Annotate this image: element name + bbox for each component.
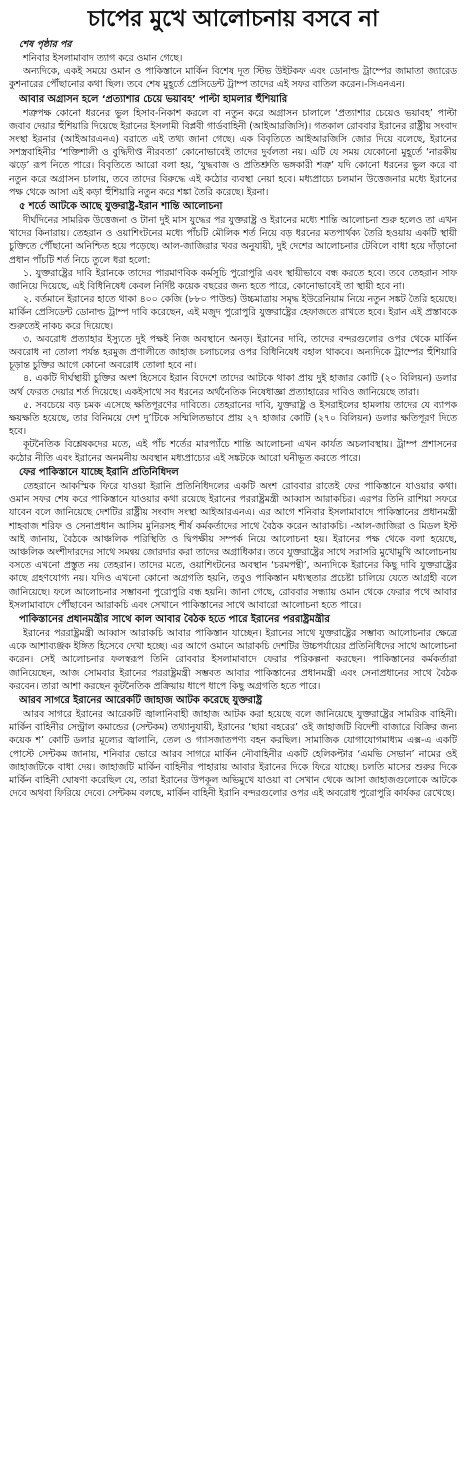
section-heading: আবার অগ্রাসন হলে ‘প্রত্যাশার চেয়ে ভয়াবহ’ পাল্টা হামলার হুঁশিয়ারি <box>19 93 288 105</box>
article-section <box>9 200 457 465</box>
headline: চাপের মুখে আলোচনায় বসবে না <box>87 6 379 32</box>
section-heading: পাকিস্তানের প্রধানমন্ত্রীর সাথে কাল আবার বৈঠক হতে পারে ইরানের পররাষ্ট্রমন্ত্রীর <box>19 613 330 625</box>
intro-paragraph: অন্যদিকে, একই সময়ে ওমান ও পাকিস্তানে মার্কিন বিশেষ দূত স্টিভ উইটকফ এবং ডোনাল্ড ট্রাম্পের জামাতা জ্যারেড কুশনারের পৌঁছানোর কথা ছিল। তবে শেষ মুহূর্তে প্রেসিডেন্ট ট্রাম্প তাদের এই সফর বাতিল করেন।-সিএনএন। <box>9 66 457 91</box>
section-paragraph: ২. বর্তমানে ইরানের হাতে থাকা ৪০০ কেজি (৮৮০ পাউন্ড) উচ্চমাত্রায় সমৃদ্ধ ইউরেনিয়াম নিয়ে নতুন সঙ্কট তৈরি হয়েছে। মার্কিন প্রেসিডেন্ট ডোনাল্ড ট্রাম্প দাবি করেছেন, এই মজুদ পুরোপুরি যুক্তরাষ্ট্রের হেফাজতে রাখতে হবে। ইরান এই প্রস্তাবকে শুরুতেই নাকচ করে দিয়েছে। <box>9 294 457 332</box>
article-section <box>9 613 457 693</box>
section-paragraph: শত্রুপক্ষ কোনো ধরনের ভুল হিসাব-নিকাশ করলে বা নতুন করে অগ্রাসন চালালে ‘প্রত্যাশার চেয়েও ভয়াবহ’ পাল্টা জবাব দেয়ার হুঁশিয়ারি দিয়েছে ইরানের ইসলামী বিপ্লবী গার্ডবাহিনী (আইআরজিসি)। গতকাল রোববার ইরানের রাষ্ট্রীয় সংবাদ সংস্থা ইরনার (আইআরএনএ) বরাতে এই তথ্য জানা গেছে। এক বিবৃতিতে আইআরজিসি জোর দিয়ে বলেছে, ইরানের সশস্ত্রবাহিনীর ‘শক্তিশালী ও বুদ্ধিদীপ্ত নীরবতা’ কোনোভাবেই তাদের দুর্বলতা নয়। এটি যে সময় যেকোনো মুহূর্তে ‘নারকীয় ঝড়ে’ রূপ নিতে পারে। বিবৃতিতে আরো বলা হয়, ‘যুদ্ধবাজ ও প্রতিশ্রুতি ভঙ্গকারী শত্রু’ যদি কোনো ধরনের ভুল করে বা নতুন করে অগ্রাসন চালায়, তবে তাদের বিরুদ্ধে এই কঠোর ব্যবস্থা নেয়া হবে। মধ্যপ্রাচ্যে চলমান উত্তেজনার মধ্যে ইরানের পক্ষ থেকে আসা এই কড়া হুঁশিয়ারি নতুন করে শঙ্কা তৈরি করেছে। ইরনা। <box>9 107 457 198</box>
section-paragraph: দীর্ঘদিনের সামরিক উত্তেজনা ও টানা দুই মাস যুদ্ধের পর যুক্তরাষ্ট্র ও ইরানের মধ্যে শান্তি আলোচনা শুরু হলেও তা এখন খাদের কিনারায়। তেহরান ও ওয়াশিংটনের মধ্যে পাঁচটি মৌলিক শর্ত নিয়ে বড় ধরনের মতপার্থক্য তৈরি হওয়ায় একটি স্থায়ী চুক্তিতে পৌঁছানো অনিশ্চিত হয়ে পড়েছে। আল-জাজিরার খবর অনুযায়ী, দুই দেশের আলোচনার টেবিলে বাধা হয়ে দাঁড়ানো প্রধান পাঁচটি শর্ত নিচে তুলে ধরা হলো: <box>9 215 457 266</box>
continued-from-label: শেষ পৃষ্ঠার পর <box>19 39 72 50</box>
section-paragraph: ৫. সবচেয়ে বড় চমক এসেছে ক্ষতিপূরণের দাবিতে। তেহরানের দাবি, যুক্তরাষ্ট্র ও ইসরাইলের হামলায় তাদের যে ব্যাপক ক্ষয়ক্ষতি হয়েছে, তার বিনিময়ে দেশ দু’টিকে সম্মিলিতভাবে প্রায় ২৭ হাজার কোটি (২৭০ বিলিয়ন) ডলার ক্ষতিপূরণ দিতে হবে। <box>9 399 457 438</box>
section-heading: আরব সাগরে ইরানের আরেকটি জাহাজ আটক করেছে যুক্তরাষ্ট্র <box>19 694 263 706</box>
section-paragraph: আরব সাগরে ইরানের আরেকটি জ্বালানিবাহী জাহাজ আটক করা হয়েছে বলে জানিয়েছে যুক্তরাষ্ট্রের সামরিক বাহিনী। মার্কিন বাহিনীর সেন্ট্রাল কমান্ডের (সেন্টকম) তথ্যানুযায়ী, ইরানের ‘ছায়া বহরের’ ওই জাহাজটি বিদেশী বাজারে বিক্রির জন্য কয়েক শ’ কোটি ডলার মূল্যের জ্বালানি, তেল ও গ্যাসজাতপণ্য বহন করছিল। সামাজিক যোগাযোগমাধ্যম এক্স-এ একটি পোস্টে সেন্টকম জানায়, শনিবার ভোরে আরব সাগরে মার্কিন নৌবাহিনীর একটি হেলিকপ্টার ‘এমভি সেভান’ নামের ওই জাহাজটিকে বাধা দেয়। জাহাজটি মার্কিন বাহিনীর পাহারায় আবার ইরানের দিকে ফিরে যাচ্ছে। চলতি মাসের শুরুর দিকে মার্কিন বাহিনী ঘোষণা করেছিল যে, তারা ইরানের উপকূল অভিমুখে যাওয়া বা সেখান থেকে আসা জাহাজগুলোকে আটকে দেবে অথবা ফিরিয়ে দেবে। সেন্টকম বলছে, মার্কিন বাহিনী ইরানি বন্দরগুলোর ওপর এই অবরোধ পুরোপুরি কার্যকর রেখেছে। <box>9 708 457 800</box>
article-section <box>9 466 457 612</box>
section-paragraph: ইরানের পররাষ্ট্রমন্ত্রী আব্বাস আরাকচি আবার পাকিস্তান যাচ্ছেন। ইরানের সাথে যুক্তরাষ্ট্রের সম্ভাব্য আলোচনার ক্ষেত্রে একে আশাব্যঞ্জক ইঙ্গিত হিসেবে দেখা হচ্ছে। এর আগে ওমানে আরাকচি দেশটির উচ্চপর্যায়ের প্রতিনিধিদের সাথে আলোচনা করেন। সেই আলোচনার ফলস্বরূপ তিনি রোববার ইসলামাবাদে ফেরার পরিকল্পনা করছেন। পাকিস্তানের কর্মকর্তারা জানিয়েছেন, আজ সোমবার ইরানের পররাষ্ট্রমন্ত্রী সম্ভবত আবার পাকিস্তানের প্রধানমন্ত্রী এবং সেনাপ্রধানের সাথে বৈঠক করবেন। তারা আশা করছেন কূটনৈতিক প্রক্রিয়ায় ধাপে ধাপে কিছু অগ্রগতি হতে পারে। <box>9 627 457 692</box>
section-heading: ৫ শর্তে আটকে আছে যুক্তরাষ্ট্র-ইরান শান্তি আলোচনা <box>19 201 223 213</box>
section-paragraph: ৪. একটি দীর্ঘস্থায়ী চুক্তির অংশ হিসেবে ইরান বিদেশে তাদের আটকে থাকা প্রায় দুই হাজার কোটি (২০ বিলিয়ন) ডলার অর্থ ফেরত দেয়ার শর্ত দিয়েছে। একইসাথে সব ধরনের অর্থনৈতিক নিষেধাজ্ঞা প্রত্যাহারের দাবিও জানিয়েছে তারা। <box>9 373 457 398</box>
article-section <box>9 93 457 199</box>
article-section <box>9 694 457 800</box>
section-heading: ফের পাকিস্তানে যাচ্ছে ইরানি প্রতিনিধিদল <box>19 466 179 478</box>
section-paragraph: ৩. অবরোধ প্রত্যাহার ইস্যুতে দুই পক্ষই নিজ অবস্থানে অনড়। ইরানের দাবি, তাদের বন্দরগুলোর ওপর থেকে মার্কিন অবরোধ না তোলা পর্যন্ত হরমুজ প্রণালীতে জাহাজ চলাচলের ওপর বিধিনিষেধ বহাল থাকবে। অন্যদিকে ট্রাম্পের হুঁশিয়ারি চূড়ান্ত চুক্তির আগে কোনো অবরোধ তোলা হবে না। <box>9 333 457 372</box>
intro-block <box>9 52 457 92</box>
article-sections <box>9 93 457 801</box>
section-paragraph: ১. যুক্তরাষ্ট্রের দাবি ইরানকে তাদের পারমাণবিক কর্মসূচি পুরোপুরি এবং স্থায়ীভাবে বন্ধ করতে হবে। তবে তেহরান সাফ জানিয়ে দিয়েছে, এই বিধিনিষেধ কেবল নির্দিষ্ট কয়েক বছরের জন্য হতে পারে, কোনোভাবেই তা স্থায়ী হবে না। <box>9 267 457 293</box>
section-paragraph: কূটনৈতিক বিশ্লেষকদের মতে, এই পাঁচ শর্তের মারপ্যাঁচে শান্তি আলোচনা এখন কার্যত অচলাবস্থায়। ট্রাম্প প্রশাসনের কঠোর নীতি এবং ইরানের অনমনীয় অবস্থান মধ্যপ্রাচ্যের এই সঙ্কটকে আরো ঘনীভূত করতে পারে। <box>9 439 457 464</box>
section-paragraph: তেহরানে আকস্মিক ফিরে যাওয়া ইরানি প্রতিনিধিদলের একটি অংশ রোববার রাতেই ফের পাকিস্তানে যাওয়ার কথা। ওমান সফর শেষ করে পাকিস্তানে যাওয়ার কথা রয়েছে ইরানের পররাষ্ট্রমন্ত্রী আব্বাস আরাকচির। এরপর তিনি রাশিয়া সফরে যাবেন বলে জানিয়েছে দেশটির রাষ্ট্রীয় সংবাদ সংস্থা আইআরএনএ। এর আগে শনিবার ইসলামাবাদে পাকিস্তানের প্রধানমন্ত্রী শাহবাজ শরিফ ও সেনাপ্রধান আসিম মুনিরসহ শীর্ষ কর্মকর্তাদের সাথে বৈঠক করেন আরাকচি। -আল-জাজিরা ও মিডল ইস্ট আই জানায়, বৈঠকে আঞ্চলিক পরিস্থিতি ও দ্বিপক্ষীয় সম্পর্ক নিয়ে আলোচনা হয়। ইরানের পক্ষ থেকে বলা হয়েছে, আঞ্চলিক অংশীদারদের সাথে সমন্বয় জোরদার করা তাদের অগ্রাধিকার। তবে যুক্তরাষ্ট্রের সাথে সরাসরি মুখোমুখি আলোচনায় বসতে এখনো প্রস্তুত নয় তেহরান। তাদের মতে, ওয়াশিংটনের অবস্থান ‘চরমপন্থী’, অন্যদিকে ইরানের কিছু দাবি যুক্তরাষ্ট্রের কাছে গ্রহণযোগ্য নয়। যদিও এখনো কোনো অগ্রগতি হয়নি, তবুও পাকিস্তান মধ্যস্থতার প্রচেষ্টা চালিয়ে যেতে আগ্রহী বলে জানিয়েছে। ফলে আলোচনার সম্ভাবনা পুরোপুরি বন্ধ হয়নি। জানা গেছে, রোববার সন্ধ্যায় ওমান থেকে ফেরার পথে আবার ইসলামাবাদে পৌঁছাবেন আরাকচি এবং সেখানে পাকিস্তানের সাথে আবারো আলোচনা হতে পারে। <box>9 480 457 611</box>
intro-paragraph: শনিবার ইসলামাবাদ ত্যাগ করে ওমান গেছে। <box>23 53 183 64</box>
